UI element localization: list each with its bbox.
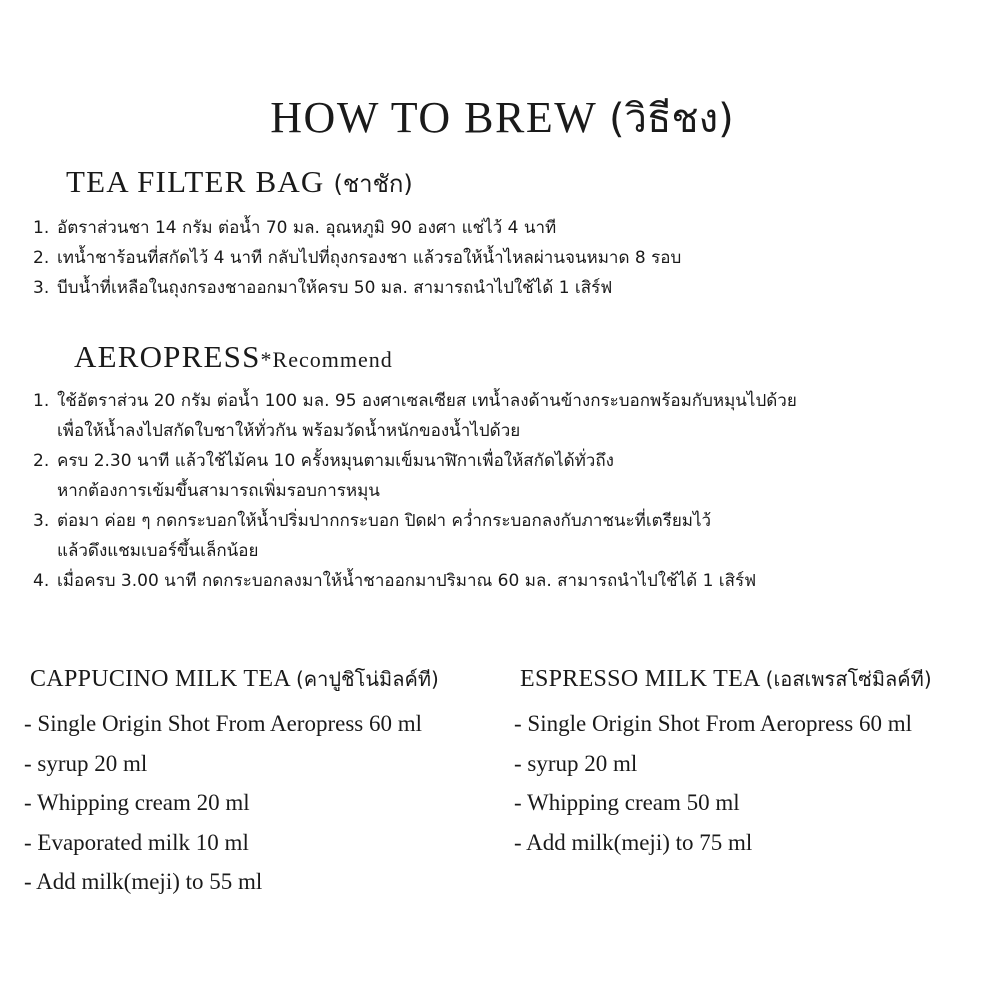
ingredient-item: - Whipping cream 50 ml [514, 790, 740, 816]
espresso-title-text: ESPRESSO MILK TEA [520, 666, 766, 692]
aeropress-step [33, 506, 797, 566]
recommend-label: *Recommend [260, 347, 393, 372]
cappucino-title-text: CAPPUCINO MILK TEA [30, 666, 296, 692]
title-thai: (วิธีชง) [608, 96, 734, 142]
filter-bag-heading-text: TEA FILTER BAG [66, 164, 334, 199]
filter-bag-steps [33, 213, 681, 303]
step-text: เมื่อครบ 3.00 นาที กดกระบอกลงมาให้น้ำชาออกมาปริมาณ 60 มล. สามารถนำไปใช้ได้ 1 เสิร์ฟ [57, 571, 757, 591]
ingredient-item: - Single Origin Shot From Aeropress 60 ml [24, 711, 423, 736]
aeropress-steps [33, 386, 797, 596]
step-text: ต่อมา ค่อย ๆ กดกระบอกให้น้ำปริ่มปากกระบอก ปิดฝา คว่ำกระบอกลงกับภาชนะที่เตรียมไว้ [57, 511, 712, 531]
filter-bag-heading [66, 164, 413, 203]
page-title [0, 86, 1004, 150]
step-number: 1. [33, 391, 50, 411]
filter-bag-step [33, 243, 681, 273]
cappucino-title [30, 663, 439, 695]
title-main: HOW TO BREW [270, 93, 609, 142]
filter-bag-step [33, 213, 681, 243]
aeropress-step [33, 386, 797, 446]
filter-bag-step [33, 273, 681, 303]
step-number: 2. [33, 248, 50, 268]
espresso-ingredients [514, 704, 912, 862]
ingredient-item: - Whipping cream 20 ml [24, 790, 250, 816]
ingredient-item: - Add milk(meji) to 55 ml [24, 869, 263, 895]
step-text: เทน้ำชาร้อนที่สกัดไว้ 4 นาที กลับไปที่ถุงกรองชา แล้วรอให้น้ำไหลผ่านจนหมาด 8 รอบ [57, 248, 682, 268]
step-text: เพื่อให้น้ำลงไปสกัดใบชาให้ทั่วกัน พร้อมวัดน้ำหนักของน้ำไปด้วย [57, 421, 521, 441]
ingredient-item: - Evaporated milk 10 ml [24, 829, 249, 855]
filter-bag-heading-thai: (ชาชัก) [333, 170, 413, 198]
step-text: หากต้องการเข้มขึ้นสามารถเพิ่มรอบการหมุน [57, 481, 380, 501]
aeropress-heading [74, 339, 393, 375]
cappucino-title-thai: (คาปูชิโน่มิลค์ที) [295, 667, 439, 691]
step-number: 1. [33, 218, 50, 238]
step-number: 4. [33, 571, 50, 591]
ingredient-item: - syrup 20 ml [514, 750, 638, 776]
step-number: 3. [33, 511, 50, 531]
step-text: ครบ 2.30 นาที แล้วใช้ไม้คน 10 ครั้งหมุนตามเข็มนาฬิกาเพื่อให้สกัดได้ทั่วถึง [57, 451, 614, 471]
aeropress-heading-text: AEROPRESS [74, 339, 261, 374]
espresso-title [520, 663, 932, 695]
step-text: อัตราส่วนชา 14 กรัม ต่อน้ำ 70 มล. อุณหภูมิ 90 องศา แช่ไว้ 4 นาที [57, 218, 557, 238]
ingredient-item: - Add milk(meji) to 75 ml [514, 829, 753, 855]
step-number: 2. [33, 451, 50, 471]
step-number: 3. [33, 278, 50, 298]
aeropress-step [33, 566, 797, 596]
cappucino-ingredients [24, 704, 422, 902]
ingredient-item: - syrup 20 ml [24, 750, 148, 776]
step-text: บีบน้ำที่เหลือในถุงกรองชาออกมาให้ครบ 50 มล. สามารถนำไปใช้ได้ 1 เสิร์ฟ [57, 278, 613, 298]
espresso-title-thai: (เอสเพรสโซ่มิลค์ที) [765, 667, 932, 691]
step-text: ใช้อัตราส่วน 20 กรัม ต่อน้ำ 100 มล. 95 องศาเซลเซียส เทน้ำลงด้านข้างกระบอกพร้อมกับหมุนไปด้วย [57, 391, 797, 411]
step-text: แล้วดึงแชมเบอร์ขึ้นเล็กน้อย [57, 541, 259, 561]
aeropress-step [33, 446, 797, 506]
ingredient-item: - Single Origin Shot From Aeropress 60 ml [514, 711, 913, 736]
